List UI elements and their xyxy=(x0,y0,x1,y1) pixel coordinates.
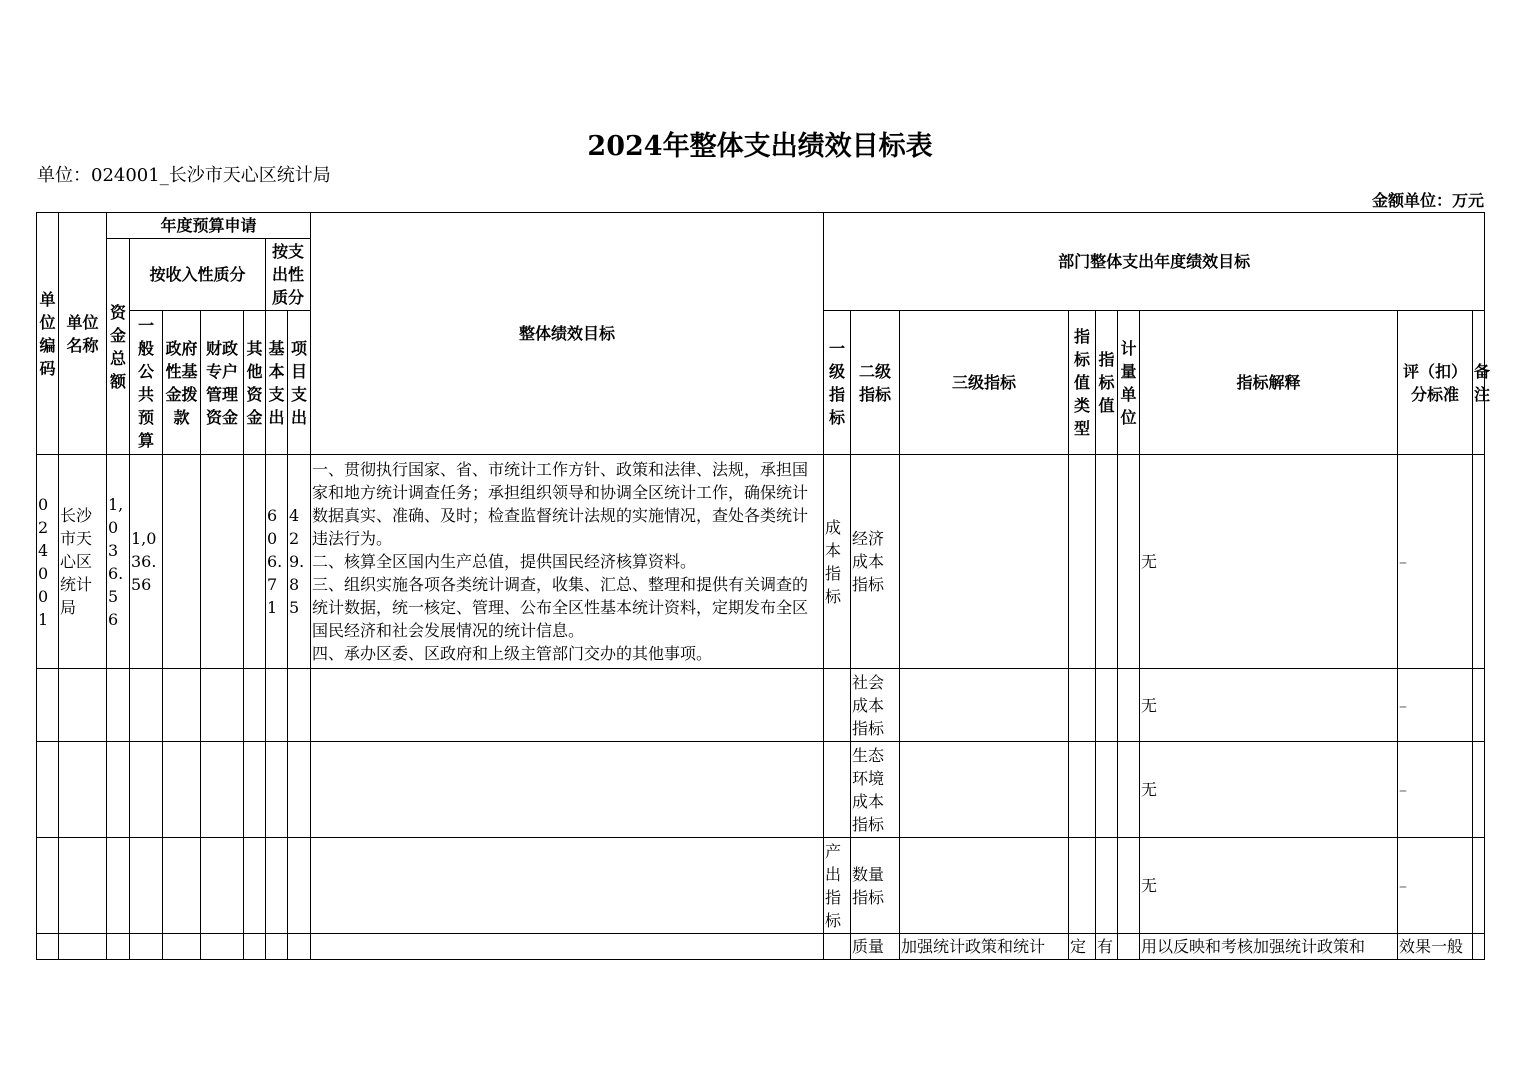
table-row xyxy=(37,455,1485,669)
goal-line: 四、承办区委、区政府和上级主管部门交办的其他事项。 xyxy=(312,644,713,663)
hdr-level2: 二级指标 xyxy=(851,311,900,455)
cell-empty xyxy=(107,742,130,838)
cell-empty xyxy=(244,934,266,960)
cell-empty xyxy=(163,934,201,960)
cell-remark xyxy=(1473,742,1485,838)
hdr-by-expense: 按支出性质分 xyxy=(266,239,311,311)
cell-value: 有 xyxy=(1096,934,1118,960)
cell-scoring: – xyxy=(1398,838,1473,934)
hdr-overall-goal: 整体绩效目标 xyxy=(311,213,824,455)
cell-empty xyxy=(244,742,266,838)
cell-remark xyxy=(1473,455,1485,669)
cell-level1: 产出指标 xyxy=(824,838,851,934)
cell-remark xyxy=(1473,934,1485,960)
cell-scoring: 效果一般 xyxy=(1398,934,1473,960)
cell-level2: 质量 xyxy=(851,934,900,960)
cell-scoring: – xyxy=(1398,455,1473,669)
unit-line: 单位：024001_长沙市天心区统计局 xyxy=(37,165,331,186)
cell-empty xyxy=(288,742,311,838)
cell-empty xyxy=(37,934,59,960)
hdr-other-funds: 其他资金 xyxy=(244,311,266,455)
cell-fiscal-special xyxy=(201,455,244,669)
hdr-value: 指标值 xyxy=(1096,311,1118,455)
cell-value-type xyxy=(1069,742,1096,838)
hdr-general-public: 一般公共预算 xyxy=(130,311,163,455)
cell-empty xyxy=(311,742,824,838)
hdr-unit-name: 单位名称 xyxy=(59,213,107,455)
cell-empty xyxy=(130,669,163,742)
cell-empty xyxy=(163,742,201,838)
cell-remark xyxy=(1473,838,1485,934)
cell-measure-unit xyxy=(1118,669,1140,742)
cell-overall-goal xyxy=(311,455,824,669)
table-row xyxy=(37,742,1485,838)
cell-empty xyxy=(244,838,266,934)
cell-other-funds xyxy=(244,455,266,669)
cell-measure-unit xyxy=(1118,742,1140,838)
cell-empty xyxy=(244,669,266,742)
cell-empty xyxy=(201,669,244,742)
cell-empty xyxy=(59,934,107,960)
hdr-annual-budget: 年度预算申请 xyxy=(107,213,311,239)
hdr-level1: 一级指标 xyxy=(824,311,851,455)
page-title: 2024年整体支出绩效目标表 xyxy=(587,131,933,162)
cell-level3 xyxy=(900,838,1069,934)
cell-level3 xyxy=(900,455,1069,669)
cell-level3 xyxy=(900,669,1069,742)
cell-value-type: 定 xyxy=(1069,934,1096,960)
cell-value xyxy=(1096,455,1118,669)
hdr-basic-expense: 基本支出 xyxy=(266,311,288,455)
hdr-value-type: 指标值类型 xyxy=(1069,311,1096,455)
cell-empty xyxy=(266,669,288,742)
cell-explain: 用以反映和考核加强统计政策和 xyxy=(1140,934,1398,960)
cell-level2: 经济成本指标 xyxy=(851,455,900,669)
cell-empty xyxy=(201,934,244,960)
cell-empty xyxy=(130,742,163,838)
hdr-remark: 备注 xyxy=(1473,311,1485,455)
cell-empty xyxy=(266,838,288,934)
hdr-level3: 三级指标 xyxy=(900,311,1069,455)
cell-scoring: – xyxy=(1398,742,1473,838)
cell-value xyxy=(1096,742,1118,838)
hdr-explain: 指标解释 xyxy=(1140,311,1398,455)
cell-empty xyxy=(311,669,824,742)
cell-empty xyxy=(288,838,311,934)
cell-total-funds: 1,036.56 xyxy=(107,455,130,669)
cell-value xyxy=(1096,669,1118,742)
hdr-total-funds: 资金总额 xyxy=(107,239,130,455)
cell-empty xyxy=(288,934,311,960)
cell-level2: 生态环境成本指标 xyxy=(851,742,900,838)
cell-empty xyxy=(107,934,130,960)
cell-empty xyxy=(59,838,107,934)
performance-table xyxy=(36,212,1491,960)
hdr-dept-goal: 部门整体支出年度绩效目标 xyxy=(824,213,1485,311)
hdr-project-expense: 项目支出 xyxy=(288,311,311,455)
cell-empty xyxy=(130,934,163,960)
cell-explain: 无 xyxy=(1140,455,1398,669)
cell-empty xyxy=(266,742,288,838)
cell-unit-code: 024001 xyxy=(37,455,59,669)
cell-value-type xyxy=(1069,669,1096,742)
cell-level3 xyxy=(900,742,1069,838)
cell-explain: 无 xyxy=(1140,838,1398,934)
cell-remark xyxy=(1473,669,1485,742)
cell-empty xyxy=(288,669,311,742)
cell-level1 xyxy=(824,669,851,742)
cell-empty xyxy=(59,669,107,742)
cell-level1 xyxy=(824,742,851,838)
cell-empty xyxy=(107,669,130,742)
table-row xyxy=(37,669,1485,742)
cell-empty xyxy=(107,838,130,934)
hdr-by-income: 按收入性质分 xyxy=(130,239,266,311)
cell-value-type xyxy=(1069,455,1096,669)
cell-empty xyxy=(37,669,59,742)
cell-empty xyxy=(311,838,824,934)
cell-empty xyxy=(201,838,244,934)
cell-value-type xyxy=(1069,838,1096,934)
cell-empty xyxy=(201,742,244,838)
cell-level3: 加强统计政策和统计 xyxy=(900,934,1069,960)
cell-explain: 无 xyxy=(1140,669,1398,742)
cell-unit-name: 长沙市天心区统计局 xyxy=(59,455,107,669)
hdr-unit-code: 单位编码 xyxy=(37,213,59,455)
goal-line: 三、组织实施各项各类统计调查，收集、汇总、整理和提供有关调查的统计数据，统一核定、管理、公布全区性基本统计资料，定期发布全区国民经济和社会发展情况的统计信息。 xyxy=(312,575,809,640)
hdr-gov-fund: 政府性基金拨款 xyxy=(163,311,201,455)
goal-line: 一、贯彻执行国家、省、市统计工作方针、政策和法律、法规，承担国家和地方统计调查任务；承担组织领导和协调全区统计工作，确保统计数据真实、准确、及时；检查监督统计法规的实施情况，查处各类统计违法行为。 xyxy=(312,460,809,548)
hdr-fiscal-special: 财政专户管理资金 xyxy=(201,311,244,455)
cell-empty xyxy=(163,838,201,934)
cell-scoring: – xyxy=(1398,669,1473,742)
hdr-measure-unit: 计量单位 xyxy=(1118,311,1140,455)
cell-measure-unit xyxy=(1118,455,1140,669)
money-unit: 金额单位：万元 xyxy=(1371,191,1484,210)
goal-line: 二、核算全区国内生产总值，提供国民经济核算资料。 xyxy=(312,552,697,571)
cell-general-public: 1,036.56 xyxy=(130,455,163,669)
cell-level2: 社会成本指标 xyxy=(851,669,900,742)
cell-basic-expense: 606.71 xyxy=(266,455,288,669)
table-row xyxy=(37,838,1485,934)
cell-level1: 成本指标 xyxy=(824,455,851,669)
table-row xyxy=(37,934,1485,960)
cell-level1 xyxy=(824,934,851,960)
cell-empty xyxy=(37,838,59,934)
header-row-1 xyxy=(37,213,1485,239)
cell-empty xyxy=(130,838,163,934)
cell-gov-fund xyxy=(163,455,201,669)
cell-project-expense: 429.85 xyxy=(288,455,311,669)
cell-empty xyxy=(311,934,824,960)
cell-empty xyxy=(37,742,59,838)
cell-level2: 数量指标 xyxy=(851,838,900,934)
cell-measure-unit xyxy=(1118,934,1140,960)
cell-empty xyxy=(266,934,288,960)
cell-measure-unit xyxy=(1118,838,1140,934)
hdr-scoring: 评（扣）分标准 xyxy=(1398,311,1473,455)
cell-explain: 无 xyxy=(1140,742,1398,838)
cell-empty xyxy=(163,669,201,742)
cell-empty xyxy=(59,742,107,838)
cell-value xyxy=(1096,838,1118,934)
